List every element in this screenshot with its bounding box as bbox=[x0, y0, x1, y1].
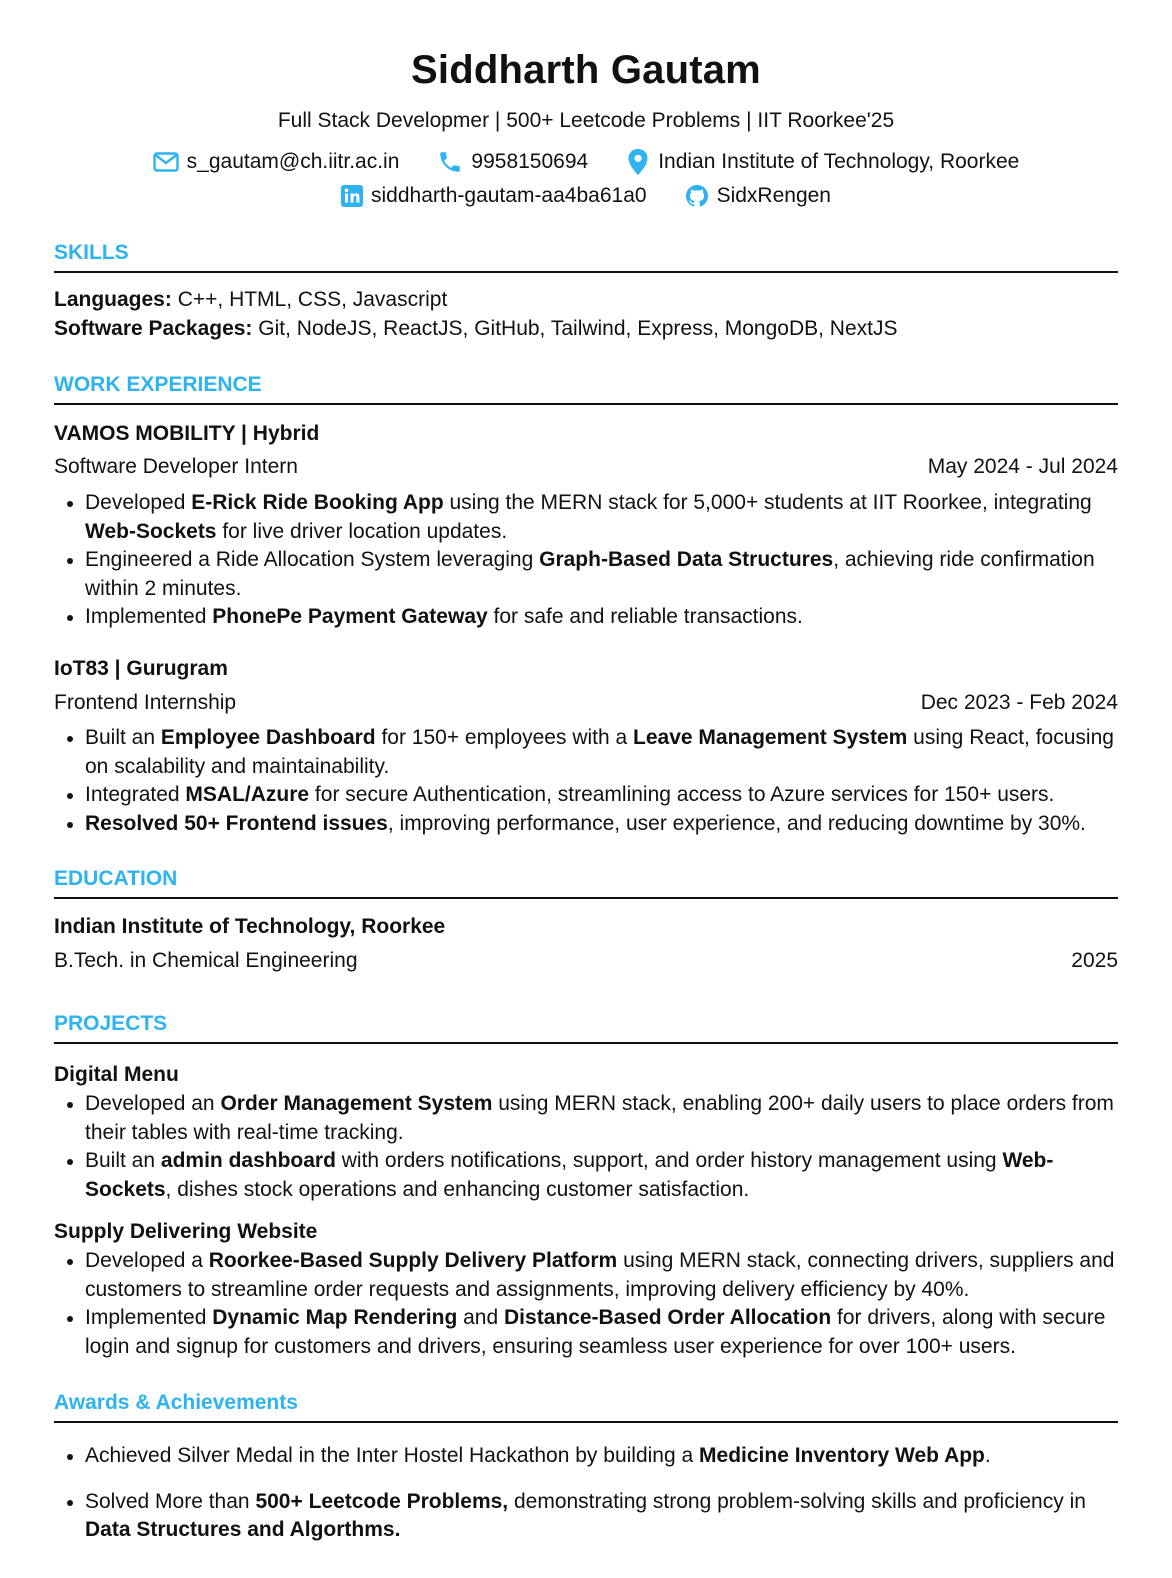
bullet-text: for drivers, along with secure login and signup for customers and drivers, ensuring seamless user experience for over 100+ users. bbox=[85, 1306, 1106, 1358]
job-company: IoT83 | Gurugram bbox=[54, 657, 228, 680]
list-item bbox=[54, 1442, 1118, 1471]
job-dates: Dec 2023 - Feb 2024 bbox=[920, 691, 1118, 714]
job-dates: May 2024 - Jul 2024 bbox=[927, 455, 1118, 478]
bullet-text: with orders notifications, support, and order history management using bbox=[335, 1149, 1003, 1172]
skills-languages bbox=[54, 286, 1118, 314]
bullet-text: for safe and reliable transactions. bbox=[487, 605, 803, 628]
location-contact bbox=[626, 148, 1019, 176]
project-name: Digital Menu bbox=[54, 1063, 179, 1086]
linkedin-icon bbox=[341, 185, 363, 207]
bold-phrase: Medicine Inventory Web App bbox=[699, 1444, 985, 1467]
bullet-text: using MERN stack, connecting drivers, suppliers and customers to streamline order requests and assignments, improving delivery efficiency by 40%. bbox=[85, 1249, 1115, 1301]
bullet-text: using React, focusing on scalability and maintainability. bbox=[85, 726, 1114, 778]
project-bullets bbox=[54, 1247, 1118, 1361]
linkedin-text: siddharth-gautam-aa4ba61a0 bbox=[371, 184, 647, 207]
candidate-name: Siddharth Gautam bbox=[411, 48, 761, 92]
job-bullets bbox=[54, 489, 1118, 632]
envelope-icon bbox=[153, 152, 179, 172]
bullet-text: for live driver location updates. bbox=[216, 519, 508, 543]
bullet-text: Engineered a Ride Allocation System leveraging bbox=[85, 548, 540, 571]
job-role-row bbox=[54, 455, 1118, 479]
job-bullets bbox=[54, 724, 1118, 838]
bullet-text: , achieving ride confirmation within 2 minutes. bbox=[85, 548, 1095, 600]
bullet-text: Built an bbox=[85, 726, 161, 749]
map-pin-icon bbox=[626, 148, 650, 176]
email-contact[interactable] bbox=[153, 148, 400, 176]
bold-phrase: Web-Sockets bbox=[85, 1149, 1054, 1201]
bold-phrase: PhonePe Payment Gateway bbox=[212, 605, 488, 628]
bullet-text: Developed a bbox=[85, 1249, 209, 1272]
bold-phrase: Roorkee-Based Supply Delivery Platform bbox=[208, 1249, 618, 1272]
linkedin-contact[interactable] bbox=[341, 184, 647, 208]
job-role: Software Developer Intern bbox=[54, 455, 298, 478]
bold-phrase: Dynamic Map Rendering bbox=[212, 1306, 458, 1329]
list-item bbox=[54, 781, 1118, 810]
bullet-text: , improving performance, user experience, and reducing downtime by 30%. bbox=[387, 811, 1086, 835]
list-item bbox=[54, 1147, 1118, 1204]
bullet-text: . bbox=[984, 1444, 991, 1467]
github-text: SidxRengen bbox=[716, 184, 831, 207]
bold-phrase: Employee Dashboard bbox=[160, 726, 376, 749]
languages-value: C++, HTML, CSS, Javascript bbox=[177, 288, 448, 311]
github-icon bbox=[685, 184, 709, 208]
bullet-text: Achieved Silver Medal in the Inter Hostel Hackathon by building a bbox=[85, 1444, 700, 1467]
list-item bbox=[54, 810, 1118, 839]
bullet-text: Integrated bbox=[85, 783, 186, 806]
bullet-text: Built an bbox=[85, 1149, 161, 1172]
job-role: Frontend Internship bbox=[54, 691, 237, 714]
list-item bbox=[54, 603, 1118, 632]
skills-section-title: SKILLS bbox=[54, 241, 1118, 273]
bold-phrase: MSAL/Azure bbox=[185, 783, 310, 806]
github-contact[interactable] bbox=[685, 184, 831, 208]
list-item bbox=[54, 724, 1118, 781]
bullet-text: for 150+ employees with a bbox=[375, 726, 634, 749]
contact-row-secondary bbox=[54, 184, 1118, 208]
bold-phrase: Web-Sockets bbox=[85, 519, 217, 543]
bold-phrase: Resolved 50+ Frontend issues bbox=[85, 811, 388, 835]
education-degree-row bbox=[54, 949, 1118, 973]
projects-section-title: PROJECTS bbox=[54, 1012, 1118, 1044]
email-text: s_gautam@ch.iitr.ac.in bbox=[186, 150, 400, 173]
languages-label: Languages: bbox=[54, 288, 172, 311]
list-item bbox=[54, 1488, 1118, 1545]
bullet-text: Implemented bbox=[85, 1306, 213, 1329]
tagline: Full Stack Developmer | 500+ Leetcode Problems | IIT Roorkee'25 bbox=[277, 109, 895, 132]
skills-packages bbox=[54, 315, 1118, 343]
education-year: 2025 bbox=[1071, 949, 1118, 972]
work-section-title: WORK EXPERIENCE bbox=[54, 373, 1118, 405]
education-section-title: EDUCATION bbox=[54, 867, 1118, 899]
project-bullets bbox=[54, 1090, 1118, 1204]
list-item bbox=[54, 1090, 1118, 1147]
bullet-text: using MERN stack, enabling 200+ daily users to place orders from their tables with real-time tracking. bbox=[85, 1092, 1114, 1144]
bullet-text: demonstrating strong problem-solving skills and proficiency in bbox=[508, 1489, 1086, 1513]
bullet-text: and bbox=[457, 1306, 505, 1329]
bold-phrase: Leave Management System bbox=[633, 726, 908, 749]
bullet-text: Implemented bbox=[85, 605, 213, 628]
job-role-row bbox=[54, 691, 1118, 715]
bullet-text: Developed bbox=[85, 491, 192, 514]
bullet-text: , dishes stock operations and enhancing customer satisfaction. bbox=[165, 1177, 750, 1201]
list-item bbox=[54, 1304, 1118, 1361]
contact-row-primary bbox=[54, 148, 1118, 176]
bullet-text: using the MERN stack for 5,000+ students at IIT Roorkee, integrating bbox=[443, 491, 1092, 514]
bullet-text: Solved More than bbox=[85, 1489, 256, 1513]
education-school: Indian Institute of Technology, Roorkee bbox=[54, 915, 446, 938]
project-name: Supply Delivering Website bbox=[54, 1220, 318, 1243]
bold-phrase: E-Rick Ride Booking App bbox=[191, 491, 444, 514]
list-item bbox=[54, 489, 1118, 546]
bold-phrase: Graph-Based Data Structures bbox=[539, 548, 834, 571]
bold-phrase: Data Structures and Algorthms. bbox=[85, 1518, 401, 1541]
awards-section-title: Awards & Achievements bbox=[54, 1391, 1118, 1423]
bullet-text: Developed an bbox=[85, 1092, 221, 1115]
phone-contact[interactable] bbox=[437, 148, 588, 176]
award-bullets bbox=[54, 1442, 1118, 1545]
bold-phrase: Order Management System bbox=[220, 1092, 493, 1115]
phone-icon bbox=[437, 149, 463, 175]
bold-phrase: 500+ Leetcode Problems, bbox=[255, 1489, 509, 1513]
bold-phrase: Distance-Based Order Allocation bbox=[504, 1306, 832, 1329]
location-text: Indian Institute of Technology, Roorkee bbox=[658, 150, 1020, 173]
list-item bbox=[54, 1247, 1118, 1304]
packages-label: Software Packages: bbox=[54, 317, 253, 340]
education-degree: B.Tech. in Chemical Engineering bbox=[54, 949, 358, 972]
phone-text: 9958150694 bbox=[471, 150, 589, 173]
job-company: VAMOS MOBILITY | Hybrid bbox=[54, 422, 320, 445]
bullet-text: for secure Authentication, streamlining access to Azure services for 150+ users. bbox=[309, 783, 1055, 806]
list-item bbox=[54, 546, 1118, 603]
packages-value: Git, NodeJS, ReactJS, GitHub, Tailwind, Express, MongoDB, NextJS bbox=[258, 317, 898, 340]
bold-phrase: admin dashboard bbox=[160, 1149, 336, 1172]
